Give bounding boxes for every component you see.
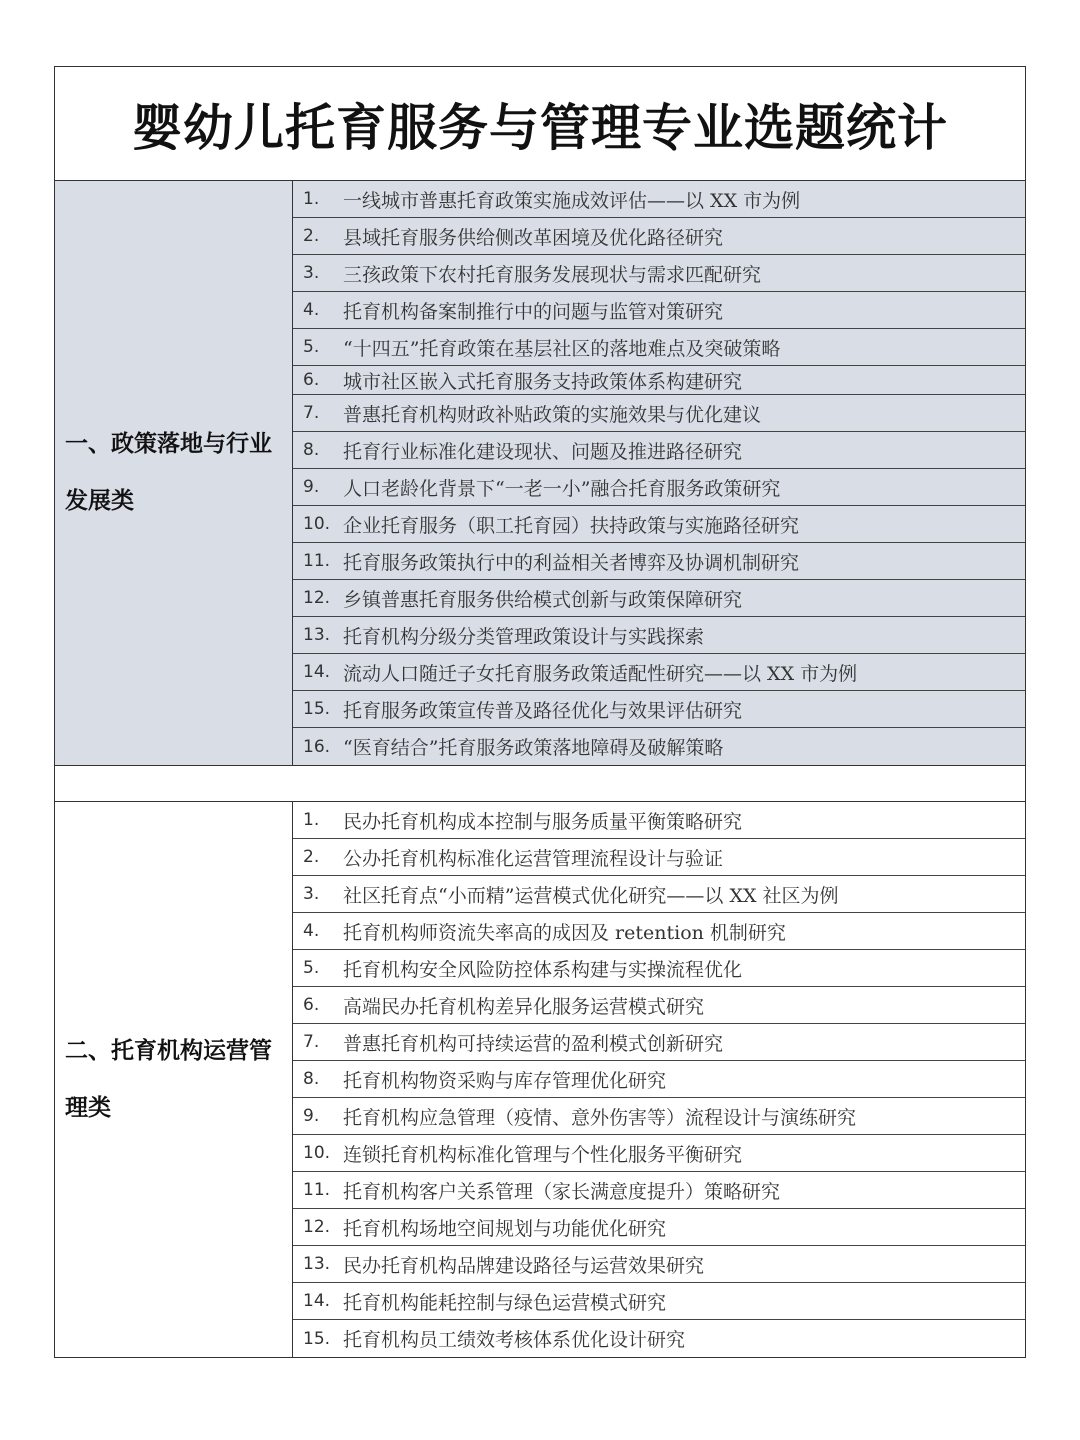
topic-text: 普惠托育机构财政补贴政策的实施效果与优化建议 <box>343 403 762 426</box>
topic-row <box>293 802 1025 839</box>
topic-row <box>293 543 1025 580</box>
topic-number: 15. <box>303 699 331 719</box>
topic-list <box>293 181 1025 765</box>
page-title: 婴幼儿托育服务与管理专业选题统计 <box>132 98 948 157</box>
topic-number: 11. <box>303 551 331 571</box>
category-label: 一、政策落地与行业发展类 <box>65 431 272 514</box>
topic-number: 1. <box>303 189 320 209</box>
topic-row <box>293 181 1025 218</box>
topic-number: 13. <box>303 625 331 645</box>
topic-number: 3. <box>303 884 320 904</box>
topic-row <box>293 1172 1025 1209</box>
topic-row <box>293 1209 1025 1246</box>
topic-number: 3. <box>303 263 320 283</box>
topic-number: 5. <box>303 337 320 357</box>
topic-row <box>293 292 1025 329</box>
topic-text: 托育行业标准化建设现状、问题及推进路径研究 <box>343 440 743 463</box>
topic-text: 托育机构客户关系管理（家长满意度提升）策略研究 <box>343 1180 781 1203</box>
topic-text: 托育机构场地空间规划与功能优化研究 <box>343 1217 667 1240</box>
topic-table <box>54 66 1026 1358</box>
topic-row <box>293 1098 1025 1135</box>
topic-text: 托育机构分级分类管理政策设计与实践探索 <box>343 625 705 648</box>
category-label: 二、托育机构运营管理类 <box>65 1037 272 1121</box>
topic-row <box>293 839 1025 876</box>
topic-number: 13. <box>303 1254 331 1274</box>
topic-text: 企业托育服务（职工托育园）扶持政策与实施路径研究 <box>343 514 800 537</box>
topic-number: 2. <box>303 847 320 867</box>
topic-text: 城市社区嵌入式托育服务支持政策体系构建研究 <box>343 370 743 393</box>
topic-row <box>293 950 1025 987</box>
topic-text: 托育机构应急管理（疫情、意外伤害等）流程设计与演练研究 <box>343 1106 857 1129</box>
topic-number: 5. <box>303 958 320 978</box>
topic-row <box>293 691 1025 728</box>
topic-number: 10. <box>303 1143 331 1163</box>
topic-number: 6. <box>303 995 320 1015</box>
topic-row <box>293 329 1025 366</box>
category-cell <box>55 802 293 1357</box>
topic-row <box>293 1283 1025 1320</box>
section-spacer <box>55 766 1025 802</box>
topic-number: 9. <box>303 1106 320 1126</box>
topic-text: 托育机构安全风险防控体系构建与实操流程优化 <box>343 958 743 981</box>
topic-text: 托育机构备案制推行中的问题与监管对策研究 <box>343 300 724 323</box>
topic-row <box>293 469 1025 506</box>
topic-number: 12. <box>303 1217 331 1237</box>
topic-row <box>293 1246 1025 1283</box>
topic-number: 9. <box>303 477 320 497</box>
topic-row <box>293 255 1025 292</box>
topic-number: 16. <box>303 736 331 757</box>
topic-text: 民办托育机构成本控制与服务质量平衡策略研究 <box>343 810 743 833</box>
topic-number: 14. <box>303 1291 331 1311</box>
topic-text: 县域托育服务供给侧改革困境及优化路径研究 <box>343 226 724 249</box>
topic-text: 托育服务政策执行中的利益相关者博弈及协调机制研究 <box>343 551 800 574</box>
topic-number: 7. <box>303 403 320 423</box>
topic-text: 托育机构师资流失率高的成因及 retention 机制研究 <box>343 921 786 944</box>
topic-number: 11. <box>303 1180 331 1200</box>
topic-text: 公办托育机构标准化运营管理流程设计与验证 <box>343 847 724 870</box>
topic-text: “医育结合”托育服务政策落地障碍及破解策略 <box>343 737 724 759</box>
topic-text: 一线城市普惠托育政策实施成效评估——以 XX 市为例 <box>343 189 801 212</box>
topic-row <box>293 395 1025 432</box>
topic-row <box>293 1061 1025 1098</box>
topic-text: 普惠托育机构可持续运营的盈利模式创新研究 <box>343 1032 724 1055</box>
topic-number: 8. <box>303 440 320 460</box>
topic-row <box>293 728 1025 765</box>
topic-text: 托育机构能耗控制与绿色运营模式研究 <box>343 1291 667 1314</box>
topic-text: 托育机构物资采购与库存管理优化研究 <box>343 1069 667 1092</box>
topic-number: 10. <box>303 514 331 534</box>
topic-number: 2. <box>303 226 320 246</box>
topic-row <box>293 1135 1025 1172</box>
topic-row <box>293 1320 1025 1357</box>
topic-text: 乡镇普惠托育服务供给模式创新与政策保障研究 <box>343 588 743 611</box>
topic-row <box>293 617 1025 654</box>
topic-number: 4. <box>303 300 320 320</box>
topic-list <box>293 802 1025 1357</box>
section-policy <box>55 181 1025 766</box>
topic-row <box>293 876 1025 913</box>
topic-number: 8. <box>303 1069 320 1089</box>
topic-row <box>293 580 1025 617</box>
topic-text: 高端民办托育机构差异化服务运营模式研究 <box>343 995 705 1018</box>
topic-row <box>293 506 1025 543</box>
topic-number: 14. <box>303 662 331 682</box>
section-operations <box>55 802 1025 1357</box>
topic-text: 民办托育机构品牌建设路径与运营效果研究 <box>343 1254 705 1277</box>
topic-row <box>293 913 1025 950</box>
topic-row <box>293 1024 1025 1061</box>
topic-text: 社区托育点“小而精”运营模式优化研究——以 XX 社区为例 <box>343 884 839 907</box>
title-row <box>55 67 1025 181</box>
topic-number: 15. <box>303 1328 331 1349</box>
category-cell <box>55 181 293 765</box>
topic-row <box>293 987 1025 1024</box>
topic-number: 4. <box>303 921 320 941</box>
topic-text: 托育机构员工绩效考核体系优化设计研究 <box>343 1329 686 1351</box>
topic-row <box>293 218 1025 255</box>
topic-row <box>293 432 1025 469</box>
topic-number: 6. <box>303 370 320 390</box>
topic-text: 三孩政策下农村托育服务发展现状与需求匹配研究 <box>343 263 762 286</box>
topic-text: 人口老龄化背景下“一老一小”融合托育服务政策研究 <box>343 477 781 500</box>
topic-text: 连锁托育机构标准化管理与个性化服务平衡研究 <box>343 1143 743 1166</box>
topic-row <box>293 654 1025 691</box>
topic-text: 托育服务政策宣传普及路径优化与效果评估研究 <box>343 699 743 722</box>
topic-number: 12. <box>303 588 331 608</box>
topic-number: 1. <box>303 810 320 830</box>
topic-row <box>293 366 1025 395</box>
topic-text: 流动人口随迁子女托育服务政策适配性研究——以 XX 市为例 <box>343 662 858 685</box>
topic-text: “十四五”托育政策在基层社区的落地难点及突破策略 <box>343 337 781 360</box>
topic-number: 7. <box>303 1032 320 1052</box>
